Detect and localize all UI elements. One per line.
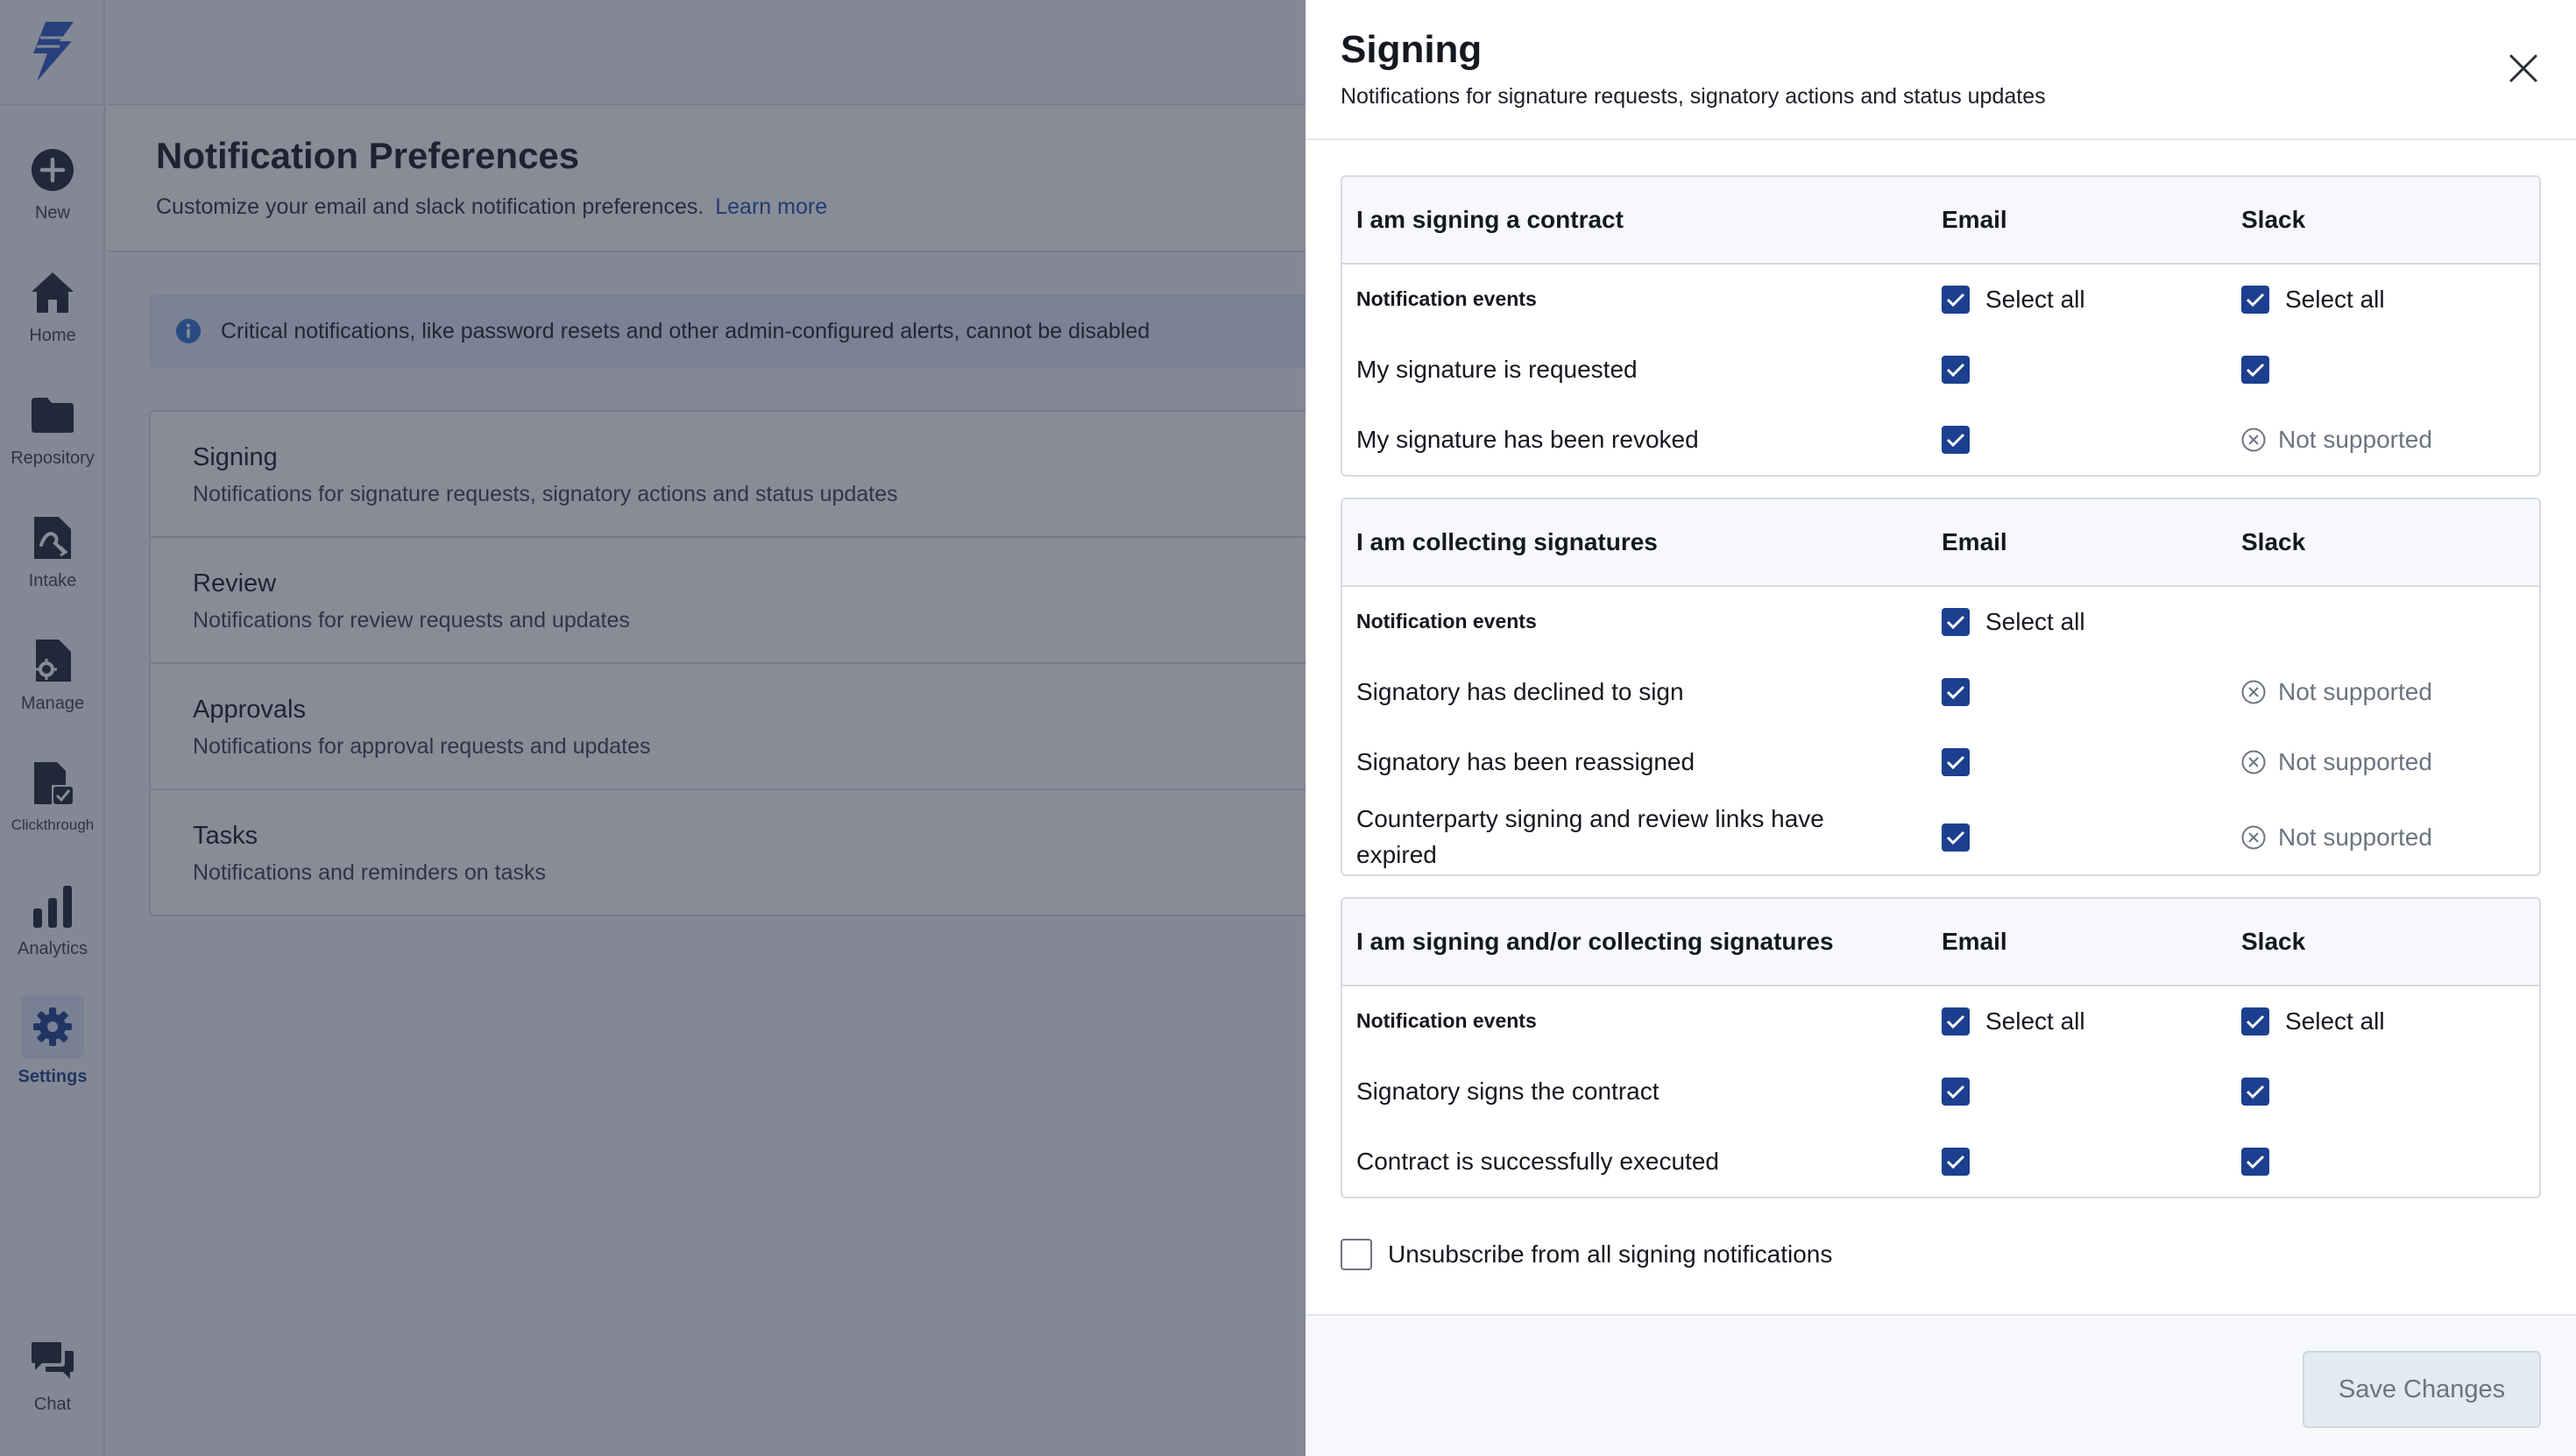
- select-all-label: Select all: [1985, 608, 2085, 635]
- section-title: I am collecting signatures: [1356, 528, 1658, 555]
- not-supported-icon: [2241, 680, 2266, 704]
- notification-events-row: [1342, 587, 2539, 657]
- checkmark-icon: [1946, 614, 1965, 630]
- section-title: I am signing and/or collecting signatures: [1356, 928, 1834, 955]
- select-all-label: Select all: [1985, 286, 2085, 313]
- slack-select-all[interactable]: [2241, 986, 2385, 1057]
- not-supported-icon: [2241, 428, 2266, 452]
- signing-settings-drawer: [1306, 0, 2576, 1456]
- not-supported-label: Not supported: [2278, 748, 2432, 775]
- slack-checkbox[interactable]: [2241, 1148, 2269, 1176]
- checkmark-icon: [2246, 292, 2265, 307]
- checkmark-icon: [2246, 362, 2265, 378]
- select-all-label: Select all: [2285, 286, 2385, 313]
- notification-row: [1342, 405, 2539, 475]
- unsubscribe-label: Unsubscribe from all signing notifications: [1388, 1240, 1833, 1268]
- checkbox-checked[interactable]: [2241, 1007, 2269, 1035]
- drawer-header: [1306, 0, 2576, 140]
- notification-label: My signature is requested: [1356, 355, 1638, 383]
- notification-label: My signature has been revoked: [1356, 425, 1699, 453]
- notification-label: Counterparty signing and review links have expired: [1356, 805, 1824, 868]
- checkmark-icon: [1946, 292, 1965, 307]
- drawer-footer: [1306, 1314, 2576, 1456]
- checkmark-icon: [1946, 1014, 1965, 1029]
- email-checkbox[interactable]: [1942, 426, 1970, 454]
- checkmark-icon: [2246, 1014, 2265, 1029]
- checkmark-icon: [1946, 432, 1965, 448]
- section-signing-a-contract: [1341, 175, 2541, 477]
- slack-checkbox[interactable]: [2241, 356, 2269, 384]
- notification-label: Signatory has declined to sign: [1356, 677, 1684, 705]
- notification-row: [1342, 657, 2539, 727]
- checkmark-icon: [2246, 1154, 2265, 1170]
- notification-row: [1342, 335, 2539, 405]
- section-header: [1342, 899, 2539, 986]
- checkmark-icon: [1946, 1084, 1965, 1099]
- email-select-all[interactable]: [1942, 265, 2085, 335]
- close-icon: [2509, 53, 2538, 83]
- slack-not-supported: [2241, 727, 2432, 797]
- section-header: [1342, 499, 2539, 587]
- section-header: [1342, 177, 2539, 265]
- checkbox-checked[interactable]: [1942, 608, 1970, 636]
- email-checkbox[interactable]: [1942, 1078, 1970, 1106]
- notification-events-label: Notification events: [1356, 610, 1537, 633]
- checkmark-icon: [1946, 362, 1965, 378]
- section-signing-and-collecting: [1341, 897, 2541, 1198]
- notification-row: [1342, 1127, 2539, 1197]
- slack-not-supported: [2241, 657, 2432, 727]
- email-checkbox[interactable]: [1942, 356, 1970, 384]
- notification-events-row: [1342, 986, 2539, 1057]
- notification-row: [1342, 727, 2539, 797]
- section-collecting-signatures: [1341, 498, 2541, 876]
- slack-not-supported: [2241, 797, 2432, 876]
- not-supported-icon: [2241, 825, 2266, 850]
- drawer-title: Signing: [1341, 28, 1483, 71]
- not-supported-label: Not supported: [2278, 823, 2432, 851]
- drawer-subtitle: Notifications for signature requests, signatory actions and status updates: [1341, 84, 2046, 109]
- slack-checkbox[interactable]: [2241, 1078, 2269, 1106]
- section-title: I am signing a contract: [1356, 206, 1624, 233]
- email-checkbox[interactable]: [1942, 823, 1970, 852]
- slack-column-header: Slack: [2241, 928, 2306, 955]
- slack-column-header: Slack: [2241, 206, 2306, 233]
- unsubscribe-checkbox[interactable]: [1341, 1239, 1372, 1270]
- notification-events-label: Notification events: [1356, 287, 1537, 311]
- email-column-header: Email: [1942, 206, 2007, 233]
- email-select-all[interactable]: [1942, 587, 2085, 657]
- checkbox-checked[interactable]: [2241, 286, 2269, 314]
- notification-row: [1342, 797, 2539, 876]
- checkmark-icon: [1946, 1154, 1965, 1170]
- checkmark-icon: [1946, 830, 1965, 845]
- not-supported-label: Not supported: [2278, 678, 2432, 705]
- email-column-header: Email: [1942, 528, 2007, 555]
- email-column-header: Email: [1942, 928, 2007, 955]
- notification-label: Signatory has been reassigned: [1356, 747, 1695, 775]
- slack-not-supported: [2241, 405, 2432, 475]
- notification-label: Contract is successfully executed: [1356, 1147, 1719, 1175]
- checkbox-checked[interactable]: [1942, 286, 1970, 314]
- notification-label: Signatory signs the contract: [1356, 1077, 1660, 1105]
- email-checkbox[interactable]: [1942, 678, 1970, 706]
- email-checkbox[interactable]: [1942, 1148, 1970, 1176]
- email-checkbox[interactable]: [1942, 748, 1970, 776]
- checkmark-icon: [1946, 754, 1965, 770]
- checkmark-icon: [2246, 1084, 2265, 1099]
- checkbox-checked[interactable]: [1942, 1007, 1970, 1035]
- notification-row: [1342, 1057, 2539, 1127]
- slack-column-header: Slack: [2241, 528, 2306, 555]
- slack-select-all[interactable]: [2241, 265, 2385, 335]
- email-select-all[interactable]: [1942, 986, 2085, 1057]
- unsubscribe-all-toggle[interactable]: [1341, 1239, 1832, 1270]
- checkmark-icon: [1946, 684, 1965, 700]
- select-all-label: Select all: [1985, 1007, 2085, 1035]
- notification-events-label: Notification events: [1356, 1009, 1537, 1033]
- not-supported-icon: [2241, 750, 2266, 774]
- close-button[interactable]: [2504, 49, 2543, 88]
- notification-events-row: [1342, 265, 2539, 335]
- select-all-label: Select all: [2285, 1007, 2385, 1035]
- save-changes-button[interactable]: Save Changes: [2303, 1351, 2541, 1428]
- not-supported-label: Not supported: [2278, 426, 2432, 453]
